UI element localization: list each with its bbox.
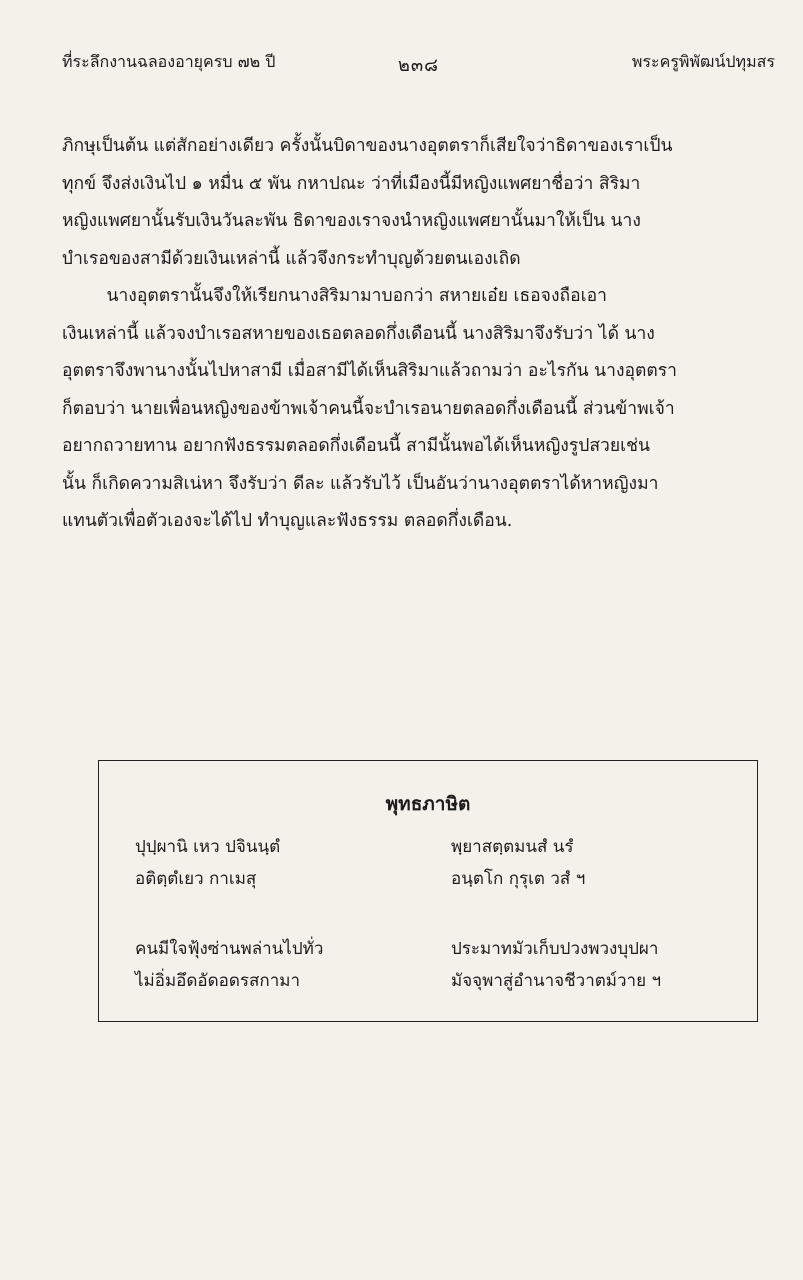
header-book-title: ที่ระลึกงานฉลองอายุครบ ๗๒ ปี bbox=[62, 52, 276, 71]
page-number: ๒๓๘ bbox=[397, 55, 440, 76]
body-line: ก็ตอบว่า นายเพื่อนหญิงของข้าพเจ้าคนนี้จะบำเรอนายตลอดกึ่งเดือนนี้ ส่วนข้าพเจ้า bbox=[62, 398, 675, 419]
buddha-saying-box bbox=[98, 760, 758, 1022]
body-line: บำเรอของสามีด้วยเงินเหล่านี้ แล้วจึงกระทำบุญด้วยตนเองเถิด bbox=[62, 248, 521, 269]
body-line: แทนตัวเพื่อตัวเองจะได้ไป ทำบุญและฟังธรรม ตลอดกึ่งเดือน. bbox=[62, 511, 513, 531]
body-line: อยากถวายทาน อยากฟังธรรมตลอดกึ่งเดือนนี้ สามีนั้นพอได้เห็นหญิงรูปสวยเช่น bbox=[62, 436, 650, 456]
header-author: พระครูพิพัฒน์ปทุมสร bbox=[631, 52, 775, 71]
body-line: ภิกษุเป็นต้น แต่สักอย่างเดียว ครั้งนั้นบิดาของนางอุตตราก็เสียใจว่าธิดาของเราเป็น bbox=[62, 136, 673, 156]
body-line: นางอุตตรานั้นจึงให้เรียกนางสิริมามาบอกว่า สหายเอ๋ย เธอจงถือเอา bbox=[62, 286, 607, 306]
body-line: นั้น ก็เกิดความสิเน่หา จึงรับว่า ดีละ แล้วรับไว้ เป็นอันว่านางอุตตราได้หาหญิงมา bbox=[62, 473, 659, 494]
thai-verse-1b: ประมาทมัวเก็บปวงพวงบุปผา bbox=[451, 939, 659, 959]
body-line: หญิงแพศยานั้นรับเงินวันละพัน ธิดาของเราจงนำหญิงแพศยานั้นมาให้เป็น นาง bbox=[62, 211, 641, 231]
thai-verse-2b: มัจจุพาสู่อำนาจชีวาตม์วาย ฯ bbox=[451, 971, 662, 991]
thai-verse-1a: คนมีใจฟุ้งซ่านพล่านไปทั่ว bbox=[135, 939, 324, 959]
pali-verse-1b: พฺยาสตฺตมนสํ นรํ bbox=[451, 837, 574, 857]
pali-verse-2a: อติตฺตํเยว กาเมสุ bbox=[135, 869, 257, 889]
body-text bbox=[62, 128, 774, 541]
box-title: พุทธภาษิต bbox=[385, 793, 471, 815]
pali-verse-1a: ปุปฺผานิ เหว ปจินนฺตํ bbox=[135, 837, 281, 857]
pali-verse-2b: อนฺตโก กุรุเต วสํ ฯ bbox=[451, 869, 586, 889]
body-line: ทุกข์ จึงส่งเงินไป ๑ หมื่น ๕ พัน กหาปณะ ว่าที่เมืองนี้มีหญิงแพศยาชื่อว่า สิริมา bbox=[62, 173, 641, 194]
page-header bbox=[62, 50, 775, 80]
thai-verse-2a: ไม่อิ่มอึดอัดอดรสกามา bbox=[135, 971, 301, 991]
body-line: เงินเหล่านี้ แล้วจงบำเรอสหายของเธอตลอดกึ่งเดือนนี้ นางสิริมาจึงรับว่า ได้ นาง bbox=[62, 323, 655, 344]
body-line: อุตตราจึงพานางนั้นไปหาสามี เมื่อสามีได้เห็นสิริมาแล้วถามว่า อะไรกัน นางอุตตรา bbox=[62, 361, 677, 381]
